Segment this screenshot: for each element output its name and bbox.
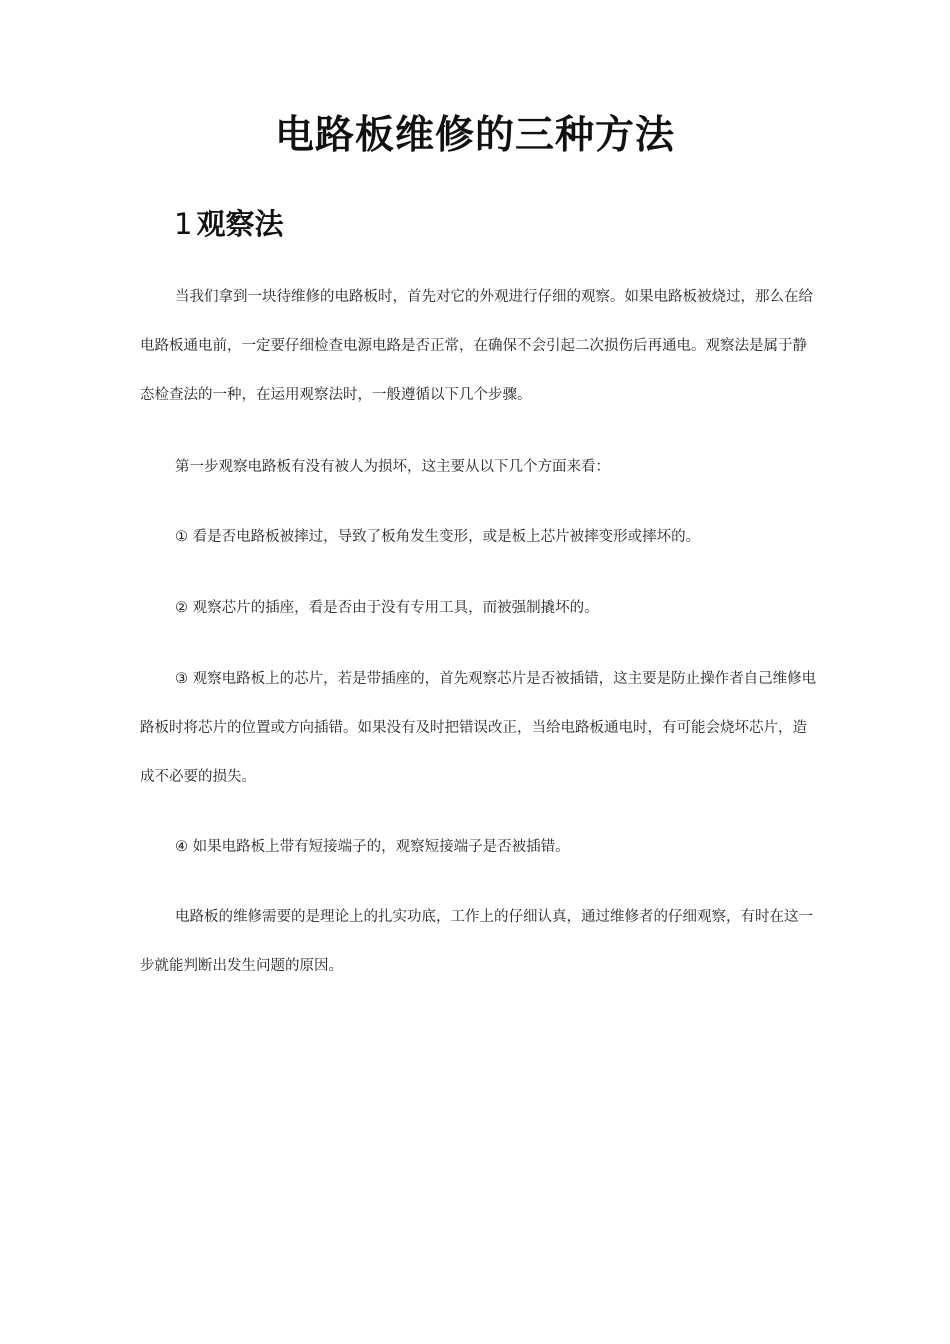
section-number: 1 [174,207,193,241]
document-title: 电路板维修的三种方法 [274,113,675,158]
paragraph-item-3: ③ 观察电路板上的芯片，若是带插座的，首先观察芯片是否被插错，这主要是防止操作者自己维修电路板时将芯片的位置或方向插错。如果没有及时把错误改正，当给电路板通电时，有可能会烧坏芯片，造成不必要的损失。 [140,671,817,785]
paragraph-item-4: ④ 如果电路板上带有短接端子的，观察短接端子是否被插错。 [175,839,570,855]
paragraph-item-2: ② 观察芯片的插座，看是否由于没有专用工具，而被强制撬坏的。 [175,600,599,616]
section-heading [174,202,283,246]
section-title: 观察法 [196,207,284,241]
paragraph-conclusion: 电路板的维修需要的是理论上的扎实功底，工作上的仔细认真，通过维修者的仔细观察，有时在这一步就能判断出发生问题的原因。 [140,909,813,974]
paragraph-intro: 当我们拿到一块待维修的电路板时，首先对它的外观进行仔细的观察。如果电路板被烧过，那么在给电路板通电前，一定要仔细检查电源电路是否正常，在确保不会引起二次损伤后再通电。观察法是属于静态检查法的一种，在运用观察法时，一般遵循以下几个步骤。 [140,289,813,403]
paragraph-item-1: ① 看是否电路板被摔过，导致了板角发生变形，或是板上芯片被摔变形或摔坏的。 [175,529,701,545]
paragraph-step-one: 第一步观察电路板有没有被人为损坏，这主要从以下几个方面来看： [175,459,610,475]
